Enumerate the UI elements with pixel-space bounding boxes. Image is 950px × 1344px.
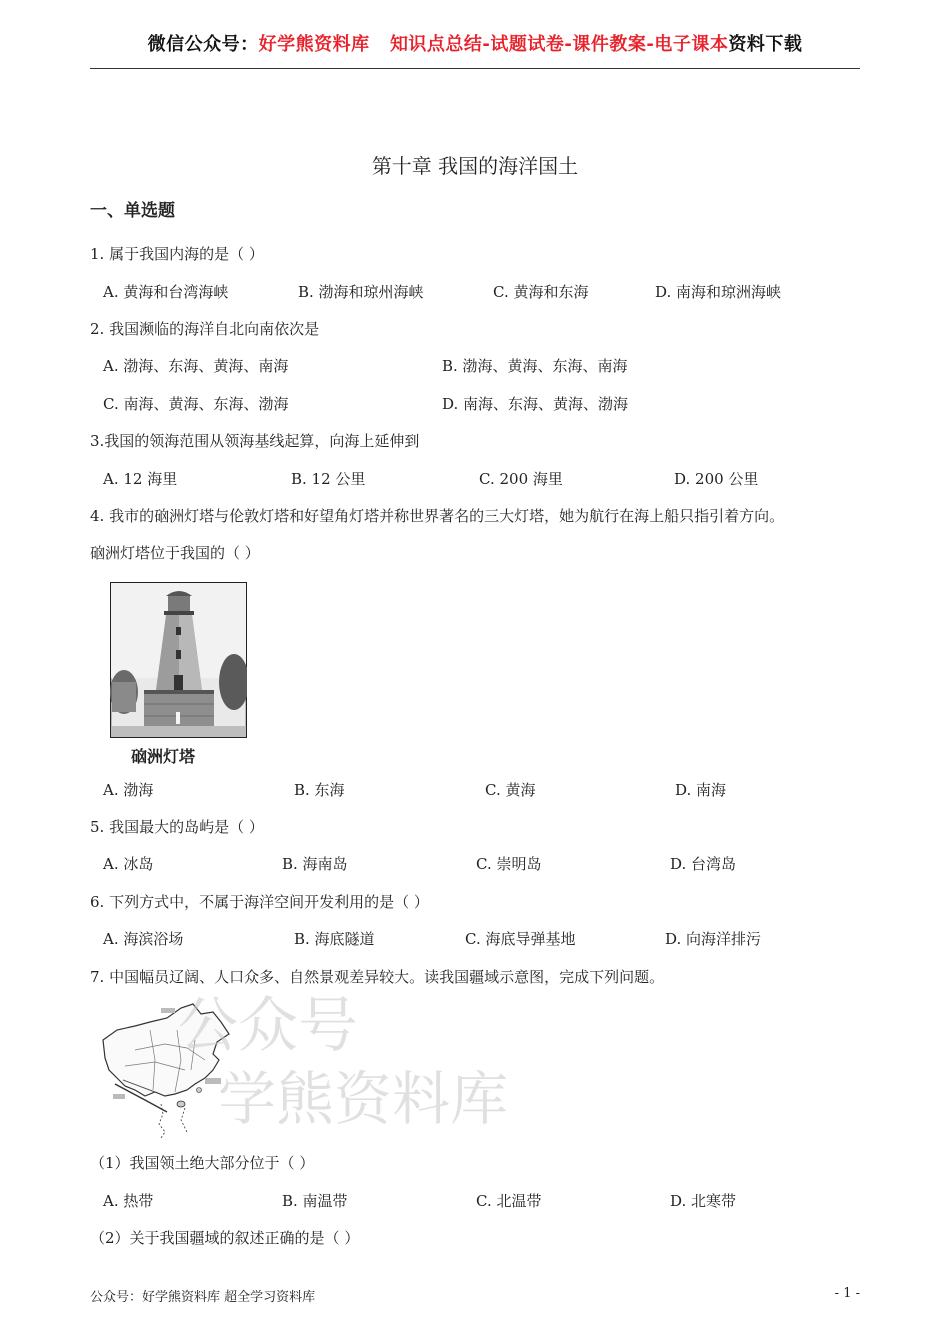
q7-1-option-a: A. 热带 bbox=[103, 1192, 154, 1210]
q5-option-b: B. 海南岛 bbox=[282, 855, 348, 873]
header-suffix: 资料下载 bbox=[728, 34, 803, 55]
q4-option-b: B. 东海 bbox=[294, 781, 345, 799]
page-title: 第十章 我国的海洋国土 bbox=[371, 154, 579, 178]
watermark-line-2: 学熊资料库 bbox=[218, 1065, 509, 1133]
q7-1-option-c: C. 北温带 bbox=[476, 1192, 542, 1210]
q2-option-d: D. 南海、东海、黄海、渤海 bbox=[442, 395, 629, 413]
header-prefix: 微信公众号： bbox=[147, 34, 259, 55]
q5-option-c: C. 崇明岛 bbox=[476, 855, 542, 873]
q3-option-c: C. 200 海里 bbox=[479, 470, 563, 488]
q5-option-a: A. 冰岛 bbox=[103, 855, 154, 873]
q5-option-d: D. 台湾岛 bbox=[670, 855, 737, 873]
question-6: 6. 下列方式中，不属于海洋空间开发利用的是（ ） bbox=[90, 893, 429, 911]
question-7-sub-2: （2）关于我国疆域的叙述正确的是（ ） bbox=[90, 1229, 360, 1247]
question-7: 7. 中国幅员辽阔、人口众多、自然景观差异较大。读我国疆域示意图，完成下列问题。 bbox=[90, 968, 665, 986]
question-5: 5. 我国最大的岛屿是（ ） bbox=[90, 818, 264, 836]
q6-option-c: C. 海底导弹基地 bbox=[465, 930, 576, 948]
watermark-line-1: 公众号 bbox=[178, 991, 358, 1061]
q6-option-b: B. 海底隧道 bbox=[294, 930, 375, 948]
footer-text: 公众号：好学熊资料库 超全学习资料库 bbox=[90, 1290, 316, 1305]
q6-option-a: A. 海滨浴场 bbox=[103, 930, 184, 948]
question-7-sub-1: （1）我国领土绝大部分位于（ ） bbox=[90, 1154, 315, 1172]
q7-1-option-b: B. 南温带 bbox=[282, 1192, 348, 1210]
question-1: 1. 属于我国内海的是（ ） bbox=[90, 245, 264, 263]
q3-option-a: A. 12 海里 bbox=[103, 470, 178, 488]
q7-1-option-d: D. 北寒带 bbox=[670, 1192, 737, 1210]
question-4-line-1: 4. 我市的硇洲灯塔与伦敦灯塔和好望角灯塔并称世界著名的三大灯塔，她为航行在海上船只指引着方向。 bbox=[90, 507, 785, 525]
lighthouse-caption: 硇洲灯塔 bbox=[131, 747, 196, 766]
q3-option-b: B. 12 公里 bbox=[291, 470, 366, 488]
q1-option-a: A. 黄海和台湾海峡 bbox=[103, 283, 229, 301]
header-middle: 知识点总结-试题试卷-课件教案-电子课本 bbox=[389, 34, 729, 55]
question-4-line-2: 硇洲灯塔位于我国的（ ） bbox=[90, 544, 260, 562]
page-number: - 1 - bbox=[834, 1286, 860, 1301]
header-brand: 好学熊资料库 bbox=[258, 34, 370, 55]
q2-option-b: B. 渤海、黄海、东海、南海 bbox=[442, 357, 628, 375]
q3-option-d: D. 200 公里 bbox=[674, 470, 759, 488]
lighthouse-photo bbox=[110, 582, 247, 738]
q2-option-c: C. 南海、黄海、东海、渤海 bbox=[103, 395, 289, 413]
q1-option-b: B. 渤海和琼州海峡 bbox=[298, 283, 424, 301]
q2-option-a: A. 渤海、东海、黄海、南海 bbox=[103, 357, 289, 375]
q1-option-c: C. 黄海和东海 bbox=[493, 283, 589, 301]
question-3: 3.我国的领海范围从领海基线起算，向海上延伸到 bbox=[90, 432, 420, 450]
page-header bbox=[90, 30, 860, 56]
q4-option-d: D. 南海 bbox=[675, 781, 727, 799]
q6-option-d: D. 向海洋排污 bbox=[665, 930, 762, 948]
question-2: 2. 我国濒临的海洋自北向南依次是 bbox=[90, 320, 320, 338]
section-heading: 一、单选题 bbox=[90, 201, 175, 221]
q4-option-c: C. 黄海 bbox=[485, 781, 536, 799]
q4-option-a: A. 渤海 bbox=[103, 781, 154, 799]
header-rule bbox=[90, 68, 860, 69]
q1-option-d: D. 南海和琼洲海峡 bbox=[655, 283, 782, 301]
